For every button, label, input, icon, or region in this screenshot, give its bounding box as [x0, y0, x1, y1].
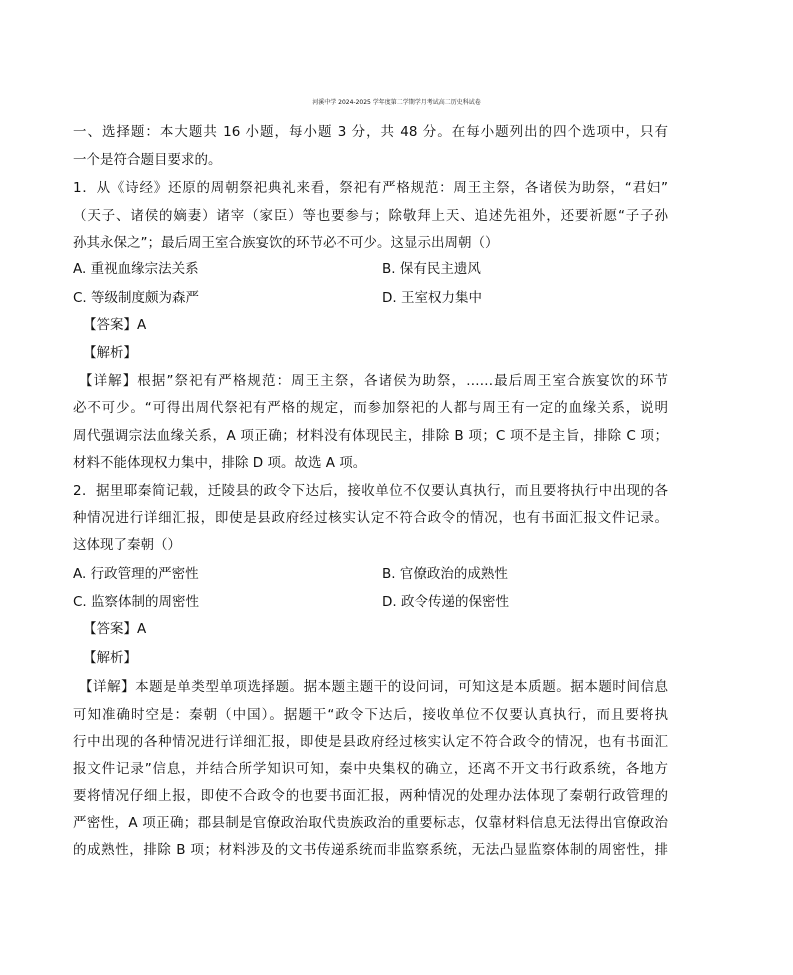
q2-detail-line-4: 报文件记录”信息，并结合所学知识可知，秦中央集权的确立，还离不开文书行政系统，各地方: [73, 761, 668, 777]
q1-answer: 【答案】A: [83, 317, 147, 333]
q1-stem-line-1: 1．从《诗经》还原的周朝祭祀典礼来看，祭祀有严格规范：周王主祭，各诸侯为助祭，“君妇”: [73, 180, 668, 196]
q2-detail-line-5: 要将情况仔细上报，即使不合政令的也要书面汇报，两种情况的处理办法体现了秦朝行政管理的: [73, 788, 668, 804]
q1-detail-line-2: 必不可少。“可得出周代祭祀有严格的规定，而参加祭祀的人都与周王有一定的血缘关系，说明: [73, 400, 668, 416]
q2-option-c: C. 监察体制的周密性: [73, 594, 200, 610]
exam-title: 河溪中学 2024-2025 学年度第二学期学月考试高二历史科试卷: [312, 99, 481, 106]
q2-detail-line-3: 行中出现的各种情况进行详细汇报，即使是县政府经过核实认定不符合政令的情况，也有书面汇: [73, 734, 668, 750]
q2-option-a: A. 行政管理的严密性: [73, 566, 199, 582]
q2-answer: 【答案】A: [83, 621, 147, 637]
q1-analysis-label: 【解析】: [83, 345, 137, 361]
q2-detail-line-2: 可知准确时空是：秦朝（中国）。据题干“政令下达后，接收单位不仅要认真执行，而且要将执: [73, 707, 668, 723]
q2-stem-line-2: 种情况进行详细汇报，即使是县政府经过核实认定不符合政令的情况，也有书面汇报文件记录。: [73, 510, 668, 526]
q1-detail-line-4: 材料不能体现权力集中，排除 D 项。故选 A 项。: [73, 455, 367, 471]
q2-stem-line-1: 2．据里耶秦简记载，迁陵县的政令下达后，接收单位不仅要认真执行，而且要将执行中出现的各: [73, 483, 668, 499]
q2-detail-line-7: 的成熟性，排除 B 项；材料涉及的文书传递系统而非监察系统，无法凸显监察体制的周密性，排: [73, 842, 668, 858]
q1-stem-line-2: （天子、诸侯的嫡妻）诸宰（家臣）等也要参与；除敬拜上天、追述先祖外，还要祈愿“子子孙: [73, 208, 668, 224]
q2-detail-line-6: 严密性，A 项正确；郡县制是官僚政治取代贵族政治的重要标志，仅靠材料信息无法得出官僚政治: [73, 815, 668, 831]
q1-option-d: D. 王室权力集中: [382, 290, 482, 306]
q1-detail-line-1: 【详解】根据”祭祀有严格规范：周王主祭，各诸侯为助祭，……最后周王室合族宴饮的环节: [79, 373, 668, 389]
q2-stem-line-3: 这体现了秦朝（）: [73, 537, 181, 553]
q2-option-b: B. 官僚政治的成熟性: [382, 566, 508, 582]
section-instruction-line-2: 一个是符合题目要求的。: [73, 152, 222, 168]
q1-option-b: B. 保有民主遗风: [382, 261, 481, 277]
q2-detail-line-1: 【详解】本题是单类型单项选择题。据本题主题干的设问词，可知这是本质题。据本题时间信息: [79, 679, 668, 695]
q1-stem-line-3: 孙其永保之”；最后周王室合族宴饮的环节必不可少。这显示出周朝（）: [73, 235, 499, 251]
q2-analysis-label: 【解析】: [83, 650, 137, 666]
q2-option-d: D. 政令传递的保密性: [382, 594, 509, 610]
section-instruction-line-1: 一、选择题：本大题共 16 小题，每小题 3 分，共 48 分。在每小题列出的四个选项中，只有: [73, 124, 668, 140]
q1-option-c: C. 等级制度颇为森严: [73, 290, 200, 306]
q1-detail-line-3: 周代强调宗法血缘关系，A 项正确；材料没有体现民主，排除 B 项；C 项不是主旨，排除 C 项；: [73, 428, 668, 444]
q1-option-a: A. 重视血缘宗法关系: [73, 261, 199, 277]
